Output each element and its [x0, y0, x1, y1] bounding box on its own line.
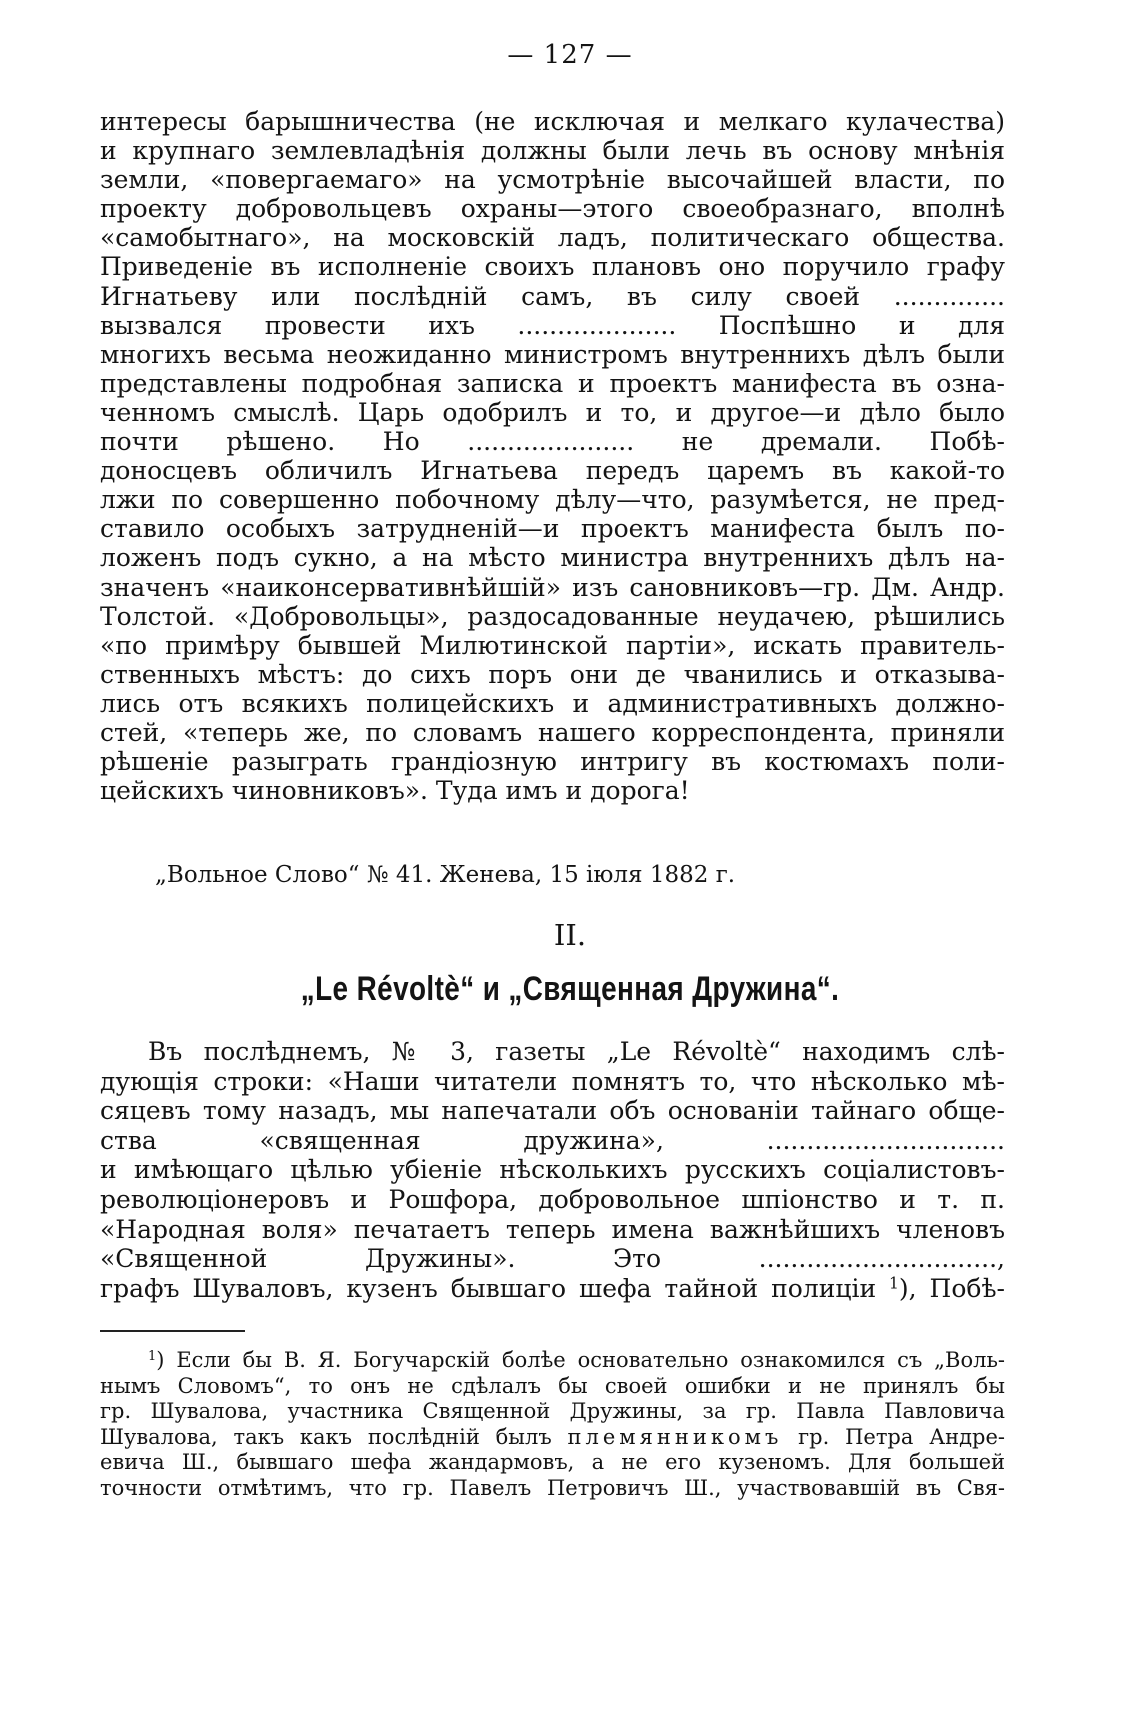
- main-paragraph: [100, 107, 1005, 805]
- footnote-marker: 1: [148, 1348, 157, 1364]
- text-line: представлены подробная записка и проектъ манифеста въ озна-: [100, 368, 1005, 398]
- text-line: почти рѣшено. Но ..................... не дремали. Побѣ-: [100, 427, 1005, 457]
- footnote-line: нымъ Словомъ“, то онъ не сдѣлалъ бы своей ошибки и не принялъ бы: [100, 1373, 1005, 1398]
- footnote-line: точности отмѣтимъ, что гр. Павелъ Петровичъ Ш., участвовавшій въ Свя-: [100, 1475, 1005, 1500]
- text-line-with-footnote: [100, 1274, 1005, 1304]
- footnote-reference[interactable]: 1: [889, 1274, 899, 1293]
- text-line: Приведеніе въ исполненіе своихъ плановъ оно поручило графу: [100, 252, 1005, 282]
- text-line: значенъ «наиконсервативнѣйшій» изъ сановниковъ—гр. Дм. Андр.: [100, 572, 1005, 602]
- section-title: „Le Révoltè“ и „Священная Дружина“.: [300, 970, 840, 1008]
- text-fragment: графъ Шуваловъ, кузенъ бывшаго шефа тайной полиціи: [100, 1273, 877, 1303]
- text-line: и имѣющаго цѣлью убіеніе нѣсколькихъ русскихъ соціалистовъ-: [100, 1155, 1005, 1185]
- text-line: Въ послѣднемъ, № 3, газеты „Le Révoltè“ находимъ слѣ-: [148, 1037, 1005, 1066]
- text-line: Толстой. «Добровольцы», раздосадованные неудачею, рѣшились: [100, 601, 1005, 631]
- footnote-line: евича Ш., бывшаго шефа жандармовъ, а не его кузеномъ. Для большей: [100, 1450, 1005, 1475]
- text-line: земли, «повергаемаго» на усмотрѣніе высочайшей власти, по: [100, 165, 1005, 195]
- text-line: революціонеровъ и Рошфора, добровольное шпіонство и т. п.: [100, 1184, 1005, 1214]
- text-line: «Народная воля» печатаетъ теперь имена важнѣйшихъ членовъ: [100, 1214, 1005, 1244]
- text-line: и крупнаго землевладѣнія должны были лечь въ основу мнѣнія: [100, 136, 1005, 166]
- footnote: [100, 1348, 1005, 1502]
- text-line: «самобытнаго», на московскій ладъ, политическаго общества.: [100, 223, 1005, 253]
- text-line: ложенъ подъ сукно, а на мѣсто министра внутреннихъ дѣлъ на-: [100, 543, 1005, 573]
- footnote-text: гр. Петра Андре-: [798, 1424, 1005, 1449]
- footnote-line: [100, 1348, 1005, 1374]
- page-number: — 127 —: [507, 40, 633, 70]
- text-line: интересы барышничества (не исключая и мелкаго кулачества): [100, 107, 1005, 136]
- text-line: проекту добровольцевъ охраны—этого своеобразнаго, вполнѣ: [100, 194, 1005, 224]
- text-line: Игнатьеву или послѣдній самъ, въ силу своей ..............: [100, 281, 1005, 311]
- source-citation: „Вольное Слово“ № 41. Женева, 15 іюля 1882 г.: [155, 862, 736, 888]
- text-line: цейскихъ чиновниковъ». Туда имъ и дорога!: [100, 776, 690, 806]
- footnote-line: гр. Шувалова, участника Священной Дружины, за гр. Павла Павловича: [100, 1399, 1005, 1424]
- text-line: лись отъ всякихъ полицейскихъ и административныхъ должно-: [100, 688, 1005, 718]
- text-fragment: ), Побѣ-: [898, 1273, 1005, 1303]
- text-line: лжи по совершенно побочному дѣлу—что, разумѣется, не пред-: [100, 485, 1005, 515]
- section-numeral: II.: [553, 918, 587, 952]
- text-line: стей, «теперь же, по словамъ нашего корреспондента, приняли: [100, 717, 1005, 747]
- text-line: рѣшеніе разыграть грандіозную интригу въ костюмахъ поли-: [100, 747, 1005, 777]
- text-line: ченномъ смыслѣ. Царь одобрилъ и то, и другое—и дѣло было: [100, 397, 1005, 427]
- text-line: «по примѣру бывшей Милютинской партіи», искать правитель-: [100, 630, 1005, 660]
- footnote-text: ) Если бы В. Я. Богучарскій болѣе основательно ознакомился съ „Воль-: [156, 1348, 1005, 1372]
- text-line: вызвался провести ихъ .................... Поспѣшно и для: [100, 310, 1005, 340]
- footnote-line: [100, 1425, 1005, 1451]
- text-line: «Священной Дружины». Это ..............................,: [100, 1244, 1005, 1274]
- text-line: доносцевъ обличилъ Игнатьева передъ царемъ въ какой-то: [100, 456, 1005, 486]
- text-line: дующія строки: «Наши читатели помнятъ то, что нѣсколько мѣ-: [100, 1066, 1005, 1096]
- section-paragraph: [100, 1037, 1005, 1303]
- emphasized-word: племянникомъ: [567, 1424, 783, 1449]
- text-line: ства «священная дружина», ..............................: [100, 1125, 1005, 1155]
- footnote-divider: [100, 1330, 245, 1332]
- text-line: ставило особыхъ затрудненій—и проектъ манифеста былъ по-: [100, 514, 1005, 544]
- text-line: ственныхъ мѣстъ: до сихъ поръ они де чванились и отказыва-: [100, 659, 1005, 689]
- text-line: сяцевъ тому назадъ, мы напечатали объ основаніи тайнаго обще-: [100, 1096, 1005, 1126]
- text-line: многихъ весьма неожиданно министромъ внутреннихъ дѣлъ были: [100, 339, 1005, 369]
- footnote-text: Шувалова, такъ какъ послѣдній былъ: [100, 1424, 552, 1449]
